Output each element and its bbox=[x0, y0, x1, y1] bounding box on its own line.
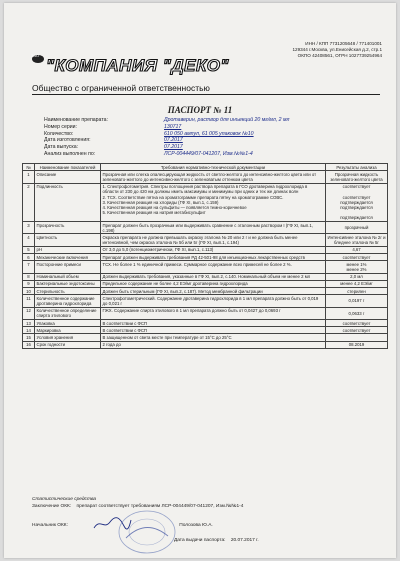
row-result: менее 4,2 ЕЭ/мг bbox=[326, 280, 388, 287]
logo-text: "КОМПАНИЯ "ДЕКО" bbox=[46, 56, 229, 75]
passport-meta bbox=[44, 117, 289, 158]
table-row bbox=[23, 273, 388, 280]
row-result: прозрачный bbox=[326, 222, 388, 234]
row-number: 7 bbox=[23, 261, 35, 273]
row-number: 10 bbox=[23, 288, 35, 295]
row-number: 1 bbox=[23, 171, 35, 183]
header-divider bbox=[32, 94, 380, 95]
row-requirement: ГЖХ. Содержание спирта этилового в 1 мл препарата должно быть от 0,0427 до 0,0693 г bbox=[101, 307, 326, 319]
row-result: 08.2019 bbox=[326, 341, 388, 348]
row-result: соответствует bbox=[326, 327, 388, 334]
table-row bbox=[23, 234, 388, 246]
row-requirement: Должен быть стерильным (ГФ XI, вып.2, с.187). Метод мембранной фильтрации bbox=[101, 288, 326, 295]
row-indicator: Прозрачность bbox=[35, 222, 101, 234]
row-requirement: Прозрачная или слегка опалесцирующая жидкость от светло-желтого до интенсивно-желтого цвета или от зеленовато-желтого до интенсивно-желтого с зеленоватым оттенком цвета bbox=[101, 171, 326, 183]
reg-line: ОКПО 42408561, ОГРН 1027739254964 bbox=[297, 53, 382, 58]
conclusion: Заключение ОКК: препарат соответствует требованиям ЛСР-004449/07-041207, Изм.№№1-4 bbox=[32, 504, 244, 509]
row-result: 2,0 мл bbox=[326, 273, 388, 280]
row-indicator: Маркировка bbox=[35, 327, 101, 334]
row-result: Интенсивнее эталона № 2г и бледнее эталона № 5г bbox=[327, 234, 386, 246]
table-row bbox=[23, 307, 388, 319]
table-row bbox=[23, 327, 388, 334]
col-header-results: Результаты анализа bbox=[326, 164, 388, 171]
row-indicator: Стерильность bbox=[35, 288, 101, 295]
company-legal-form: Общество с ограниченной ответственностью bbox=[32, 83, 210, 93]
table-row bbox=[23, 320, 388, 327]
row-indicator: Количественное содержание дротаверина гидрохлорида bbox=[35, 295, 101, 307]
meta-row: Дата изготовления: 07.2017 bbox=[44, 137, 183, 144]
meta-row: Дата выпуска: 07.2017 bbox=[44, 144, 183, 151]
row-requirement: В соответствии с ФСП bbox=[101, 320, 326, 327]
row-indicator: Количественное определение спирта этилового bbox=[35, 307, 101, 319]
row-number: 8 bbox=[23, 273, 35, 280]
row-requirement: От 3,0 до 5,0 (потенциометрически, ГФ XI, вып.1, с.113) bbox=[101, 246, 326, 253]
row-number: 2 bbox=[23, 183, 35, 221]
row-result: Прозрачная жидкость зеленовато-желтого цвета bbox=[326, 171, 388, 183]
registration-block bbox=[254, 41, 382, 59]
row-number: 5 bbox=[23, 246, 35, 253]
logo-prefix: ЗАО bbox=[31, 53, 40, 58]
row-result bbox=[326, 334, 388, 341]
col-header-indicator: Наименование показателей bbox=[35, 164, 101, 171]
row-requirement: Должен выдерживать требования, указанные в ГФ XI, вып.2, с.140. Номинальный объем не менее 2 мл bbox=[101, 273, 326, 280]
row-number: 11 bbox=[23, 295, 35, 307]
chief-signature-line: Начальник ОКК: Полозова Ю.А. bbox=[32, 523, 213, 528]
row-indicator: Посторонние примеси bbox=[35, 261, 101, 273]
table-row bbox=[23, 261, 388, 273]
row-number: 3 bbox=[23, 222, 35, 234]
passport-title: ПАСПОРТ № 11 bbox=[167, 105, 233, 115]
row-indicator: Бактериальные эндотоксины bbox=[35, 280, 101, 287]
row-indicator: Номинальный объем bbox=[35, 273, 101, 280]
row-number: 14 bbox=[23, 327, 35, 334]
row-requirement: 2 года до bbox=[101, 341, 326, 348]
row-result: соответствует соответствует подтверждается подтверждается подтверждается bbox=[326, 183, 388, 221]
row-result: соответствует bbox=[326, 320, 388, 327]
row-result: 0,0197 г bbox=[326, 295, 388, 307]
row-number: 13 bbox=[23, 320, 35, 327]
row-result: менее 1% менее 2% bbox=[326, 261, 388, 273]
row-requirement: В защищенном от света месте при температуре от 15°С до 25°С bbox=[101, 334, 326, 341]
issue-date: Дата выдачи паспорта: 20.07.2017 г. bbox=[174, 538, 259, 543]
meta-row: Анализ выполнен по: ЛСР-004449/07-041207, Изм.№№1-4 bbox=[44, 150, 253, 157]
table-row bbox=[23, 171, 388, 183]
table-row bbox=[23, 334, 388, 341]
table-row bbox=[23, 183, 388, 221]
table-row bbox=[23, 222, 388, 234]
analysis-table bbox=[22, 163, 388, 349]
table-row bbox=[23, 280, 388, 287]
footer-note: Статистические средства bbox=[32, 497, 97, 502]
meta-row: Наименование препарата: Дротаверин, раствор для инъекций 20 мг/мл, 2 мл bbox=[44, 117, 290, 123]
col-header-requirements: Требования нормативно-технической документации bbox=[101, 164, 326, 171]
row-requirement: Предельное содержание не более 4,2 ЕЭ/мг дротаверина гидрохлорида bbox=[101, 280, 326, 287]
row-indicator: Упаковка bbox=[35, 320, 101, 327]
col-header-number: № bbox=[23, 164, 35, 171]
row-requirement: Препарат должен выдерживать требования РД 42-501-98 для инъекционных лекарственных средств bbox=[101, 254, 326, 261]
table-row bbox=[23, 288, 388, 295]
row-number: 4 bbox=[23, 234, 35, 246]
row-indicator: Описание bbox=[35, 171, 101, 183]
row-indicator: Условия хранения bbox=[35, 334, 101, 341]
meta-row: Количество: 610 050 ампул, 61 005 упаковок №10 bbox=[44, 130, 254, 137]
table-row bbox=[23, 246, 388, 253]
row-requirement: В соответствии с ФСП bbox=[101, 327, 326, 334]
row-number: 6 bbox=[23, 254, 35, 261]
row-number: 9 bbox=[23, 280, 35, 287]
table-row bbox=[23, 295, 388, 307]
row-indicator: Подлинность bbox=[35, 183, 101, 221]
row-result: 0,0633 г bbox=[326, 307, 388, 319]
row-indicator: Механические включения bbox=[35, 254, 101, 261]
meta-row: Номер серии: 130717 bbox=[44, 123, 182, 130]
row-result: стерилен bbox=[326, 288, 388, 295]
table-row bbox=[23, 254, 388, 261]
row-indicator: Срок годности bbox=[35, 341, 101, 348]
row-requirement: Спектрофотометрический. Содержание дротаверина гидрохлорида в 1 мл препарата должно быть от 0,019 до 0,021 г bbox=[101, 295, 326, 307]
reg-line: 129344 г.Москва, ул.Енисейская д.2, стр.1 bbox=[292, 47, 382, 52]
document-sheet bbox=[4, 3, 396, 558]
row-requirement: 1. Спектрофотометрия. Спектры поглощения раствора препарата в ГСО дротаверина гидрохлорида в области от 230 до 420 нм должны иметь максимумы и минимумы при одних и тех же длинах волн 2. ТСХ. Соответствие пятна на хроматограмме препарата пятну на хроматограмме СОВС. 3. Качественная реакция на хлориды (ГФ XI, вып.1, с.159) 4. Качественная реакция на сульфиты — появляется темно-коричневое 5. Качественная реакция на натрия метабисульфит bbox=[101, 183, 326, 221]
table-row bbox=[23, 341, 388, 348]
row-number: 16 bbox=[23, 341, 35, 348]
row-result: 4,67 bbox=[326, 246, 388, 253]
row-requirement: Препарат должен быть прозрачным или выдерживать сравнение с эталонным раствором I (ГФ XI, вып.1, с.198) bbox=[101, 222, 326, 234]
table-header-row bbox=[23, 164, 388, 171]
row-indicator: Цветность bbox=[35, 234, 101, 246]
row-result: соответствует bbox=[326, 254, 388, 261]
company-logo bbox=[30, 49, 229, 77]
row-indicator: pH bbox=[35, 246, 101, 253]
signature bbox=[92, 516, 132, 532]
row-number: 12 bbox=[23, 307, 35, 319]
row-requirement: Окраска препарата не должна превышать окраску эталона № 20 или 2 г и не должна быть менее интенсивной, чем окраска эталона № 5б или 5г (ГФ XI, вып.1, с.194) bbox=[101, 234, 326, 246]
row-number: 15 bbox=[23, 334, 35, 341]
row-requirement: ТСХ. Не более 1 % единичной примеси. Суммарное содержание всех примесей не более 2 %. bbox=[101, 261, 326, 273]
reg-line: ИНН / КПП 7731205648 / 771401001 bbox=[305, 41, 382, 46]
